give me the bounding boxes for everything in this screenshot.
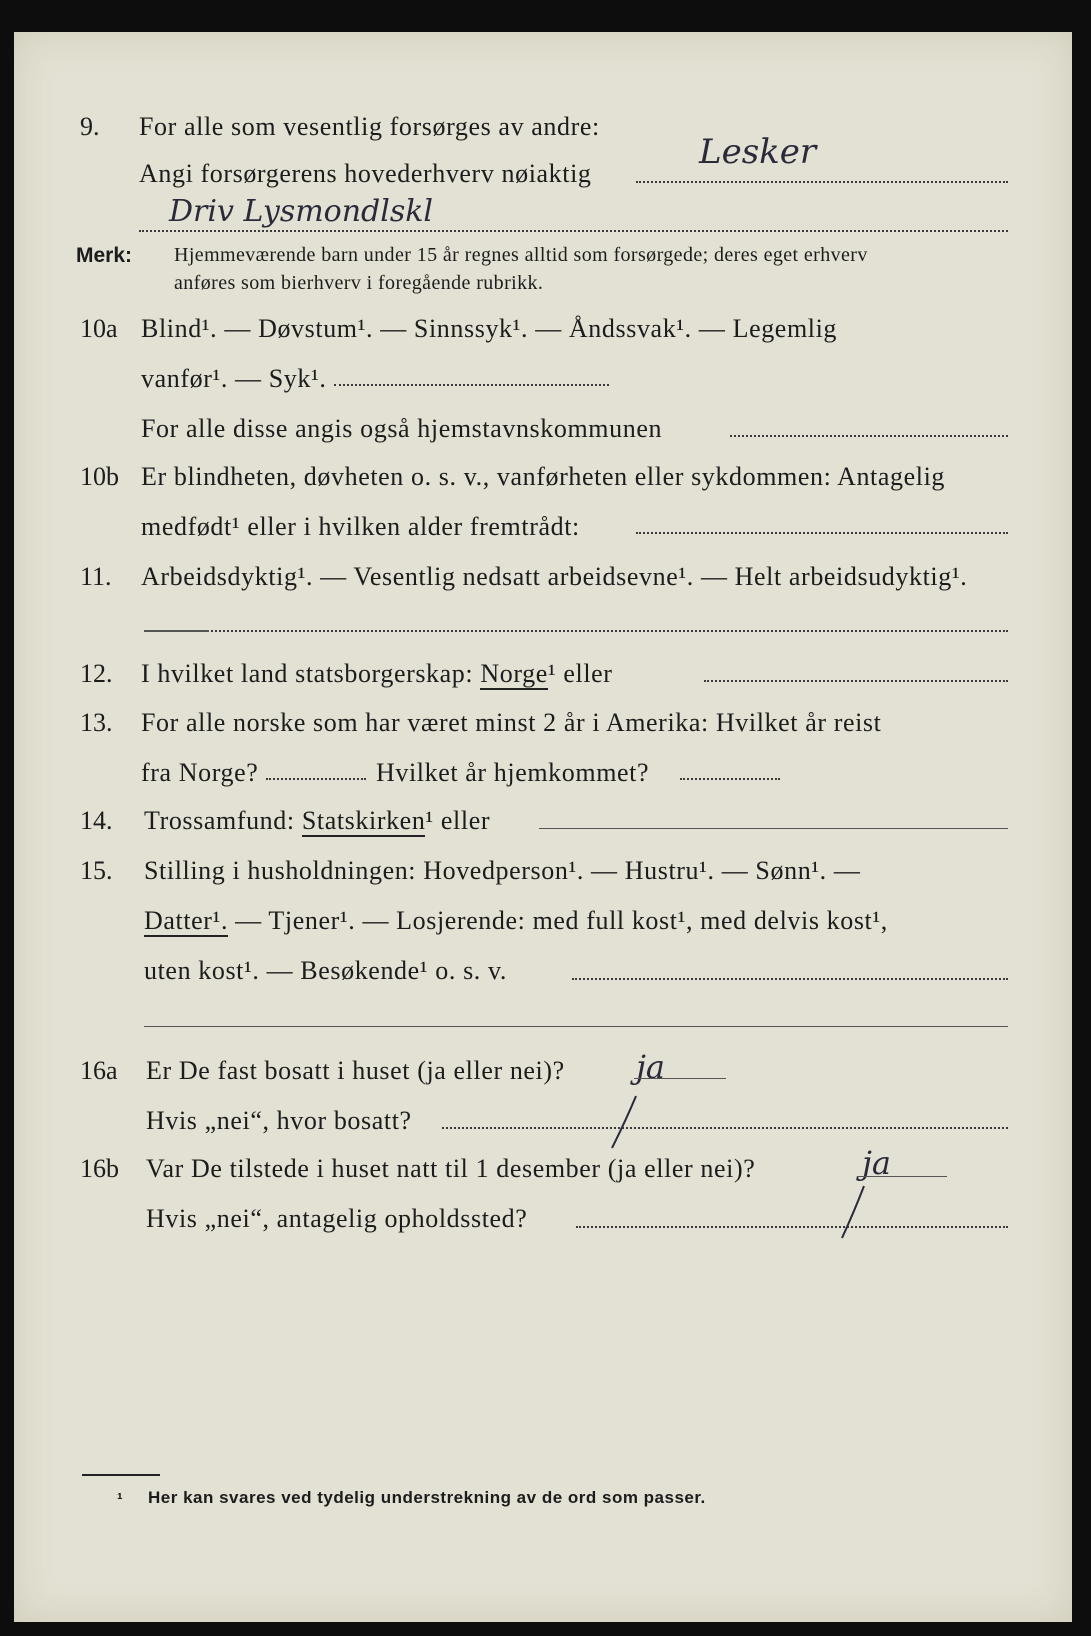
q16a-number: 16a xyxy=(80,1056,118,1085)
q15-line-1: Stilling i husholdningen: Hovedperson¹. — Hustru¹. — Sønn¹. — xyxy=(144,856,861,885)
q13-year-returned-line xyxy=(680,778,780,780)
q12-prefix: I hvilket land statsborgerskap: xyxy=(141,659,474,688)
q15-line-3: uten kost¹. — Besøkende¹ o. s. v. xyxy=(144,956,508,985)
note-line-2: anføres som bierhverv i foregående rubrikk. xyxy=(174,272,544,294)
q12-answer-line xyxy=(704,680,1008,682)
q11-number: 11. xyxy=(80,562,112,591)
q16a-handwritten-stroke xyxy=(604,1092,644,1152)
q12-underlined-answer: Norge xyxy=(480,659,548,688)
q10a-number: 10a xyxy=(80,314,118,343)
q14-question xyxy=(144,806,490,836)
q10b-line-2: medfødt¹ eller i hvilken alder fremtrådt: xyxy=(141,512,580,541)
q16a-line-2: Hvis „nei“, hvor bosatt? xyxy=(146,1106,412,1135)
q12-number: 12. xyxy=(80,659,113,688)
q12-question xyxy=(141,659,613,689)
q10a-municipality-line xyxy=(730,435,1008,437)
note-line-1: Hjemmeværende barn under 15 år regnes alltid som forsørgede; deres eget erhverv xyxy=(174,244,868,266)
q15-underlined-answer: Datter¹. xyxy=(144,906,229,935)
footnote-text: Her kan svares ved tydelig understrekning av de ord som passer. xyxy=(148,1488,706,1507)
q16b-handwritten-stroke xyxy=(834,1182,874,1242)
q14-underlined-answer: Statskirken xyxy=(301,806,426,835)
q16b-place-line xyxy=(576,1226,1008,1228)
q13-number: 13. xyxy=(80,708,113,737)
q13-line-2b: Hvilket år hjemkommet? xyxy=(376,758,650,787)
q10b-line-1: Er blindheten, døvheten o. s. v., vanførheten eller sykdommen: Antagelig xyxy=(141,462,945,491)
q15-answer-line-2 xyxy=(144,1026,1008,1027)
q15-line-2-rest: — Tjener¹. — Losjerende: med full kost¹, med delvis kost¹, xyxy=(235,906,888,935)
q11-answer-mark xyxy=(144,630,209,632)
q11-answer-line xyxy=(144,630,1008,632)
q10a-line-3: For alle disse angis også hjemstavnskommunen xyxy=(141,414,663,443)
q9-answer-line xyxy=(636,181,1008,183)
q10b-number: 10b xyxy=(80,462,119,491)
note-label: Merk: xyxy=(76,244,133,267)
q9-answer-line-2 xyxy=(139,230,1008,232)
q10a-line-1: Blind¹. — Døvstum¹. — Sinnssyk¹. — Åndssvak¹. — Legemlig xyxy=(141,314,838,343)
q14-suffix: ¹ eller xyxy=(425,806,491,835)
q16a-line-1: Er De fast bosatt i huset (ja eller nei)? xyxy=(146,1056,565,1085)
q9-handwritten-answer: Lesker xyxy=(699,132,817,172)
q16b-handwritten-answer: ja xyxy=(862,1144,891,1182)
footnote-rule xyxy=(82,1474,160,1476)
q10a-line-2: vanfør¹. — Syk¹. xyxy=(141,364,327,393)
q13-line-1: For alle norske som har været minst 2 år i Amerika: Hvilket år reist xyxy=(141,708,882,737)
q14-number: 14. xyxy=(80,806,113,835)
census-form-page xyxy=(14,32,1072,1622)
q13-year-left-line xyxy=(266,778,366,780)
q16b-line-2: Hvis „nei“, antagelig opholdssted? xyxy=(146,1204,528,1233)
q9-handwritten-answer-continued: Driv Lysmondlskl xyxy=(169,194,434,229)
q14-answer-line xyxy=(539,828,1008,829)
q10a-answer-line xyxy=(334,384,609,386)
q16a-answer-line xyxy=(634,1078,726,1079)
q13-line-2a: fra Norge? xyxy=(141,758,259,787)
q11-line-1: Arbeidsdyktig¹. — Vesentlig nedsatt arbeidsevne¹. — Helt arbeidsudyktig¹. xyxy=(141,562,968,591)
q16b-number: 16b xyxy=(80,1154,119,1183)
footnote-marker: ¹ xyxy=(117,1490,124,1509)
q16b-answer-line xyxy=(857,1176,947,1177)
q15-answer-line xyxy=(572,978,1008,980)
q9-instruction: Angi forsørgerens hovederhverv nøiaktig xyxy=(139,159,592,188)
q14-prefix: Trossamfund: xyxy=(144,806,295,835)
q15-number: 15. xyxy=(80,856,113,885)
q16a-handwritten-answer: ja xyxy=(636,1048,665,1086)
q16b-line-1: Var De tilstede i huset natt til 1 desember (ja eller nei)? xyxy=(146,1154,756,1183)
q9-number: 9. xyxy=(80,112,100,141)
q15-line-2 xyxy=(144,906,888,936)
q16a-residence-line xyxy=(442,1127,1008,1129)
q9-question: For alle som vesentlig forsørges av andre: xyxy=(139,112,600,141)
q10b-answer-line xyxy=(636,532,1008,534)
q12-suffix: ¹ eller xyxy=(547,659,613,688)
